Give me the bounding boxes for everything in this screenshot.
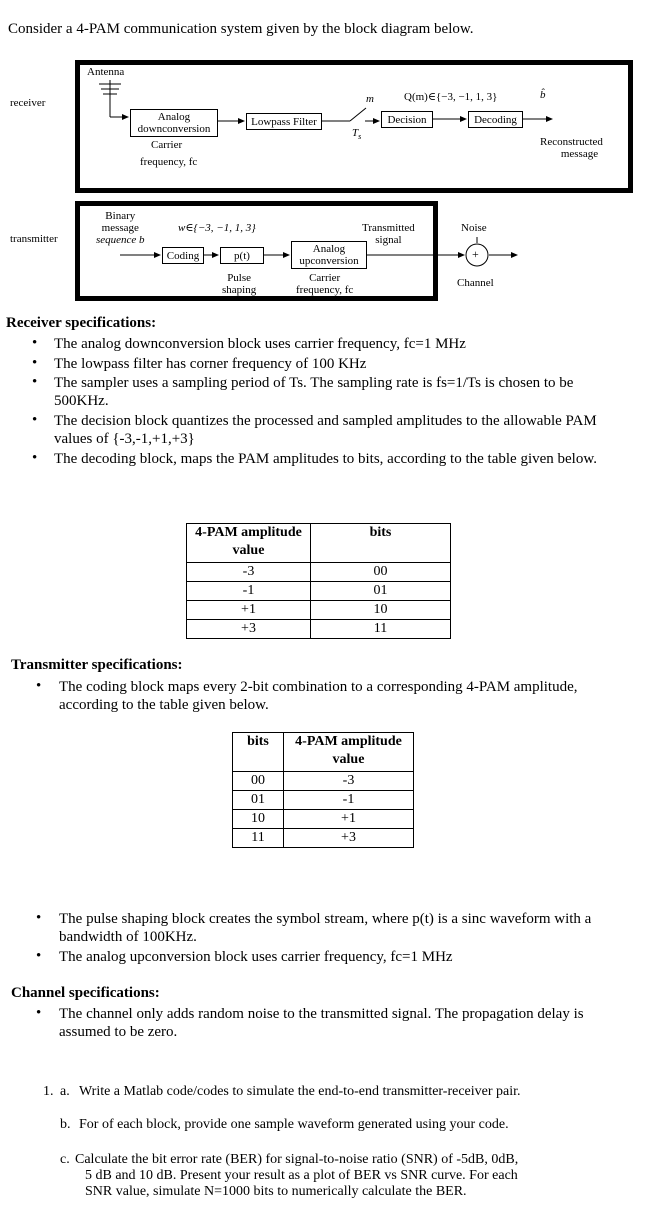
bullet-icon: •	[36, 678, 42, 694]
rx-bullet-3: The sampler uses a sampling period of Ts. The sampling rate is fs=1/Ts is chosen to be 500KHz.	[54, 375, 574, 409]
coding-block: Coding	[162, 247, 204, 264]
rx-cell: -1	[187, 582, 311, 601]
question-c-line1: Calculate the bit error rate (BER) for signal-to-noise ratio (SNR) of -5dB, 0dB,	[75, 1152, 519, 1167]
channel-spec-heading: Channel specifications:	[11, 985, 160, 1001]
analog-upconversion-block	[291, 241, 367, 269]
tx-bullet-1: The coding block maps every 2-bit combination to a corresponding 4-PAM amplitude, according to the table given below.	[59, 679, 578, 713]
sampler-ts-sub: s	[358, 132, 362, 142]
analog-down-line2: downconversion	[137, 123, 211, 135]
lowpass-filter-block: Lowpass Filter	[246, 113, 322, 130]
rx-col1-header: 4-PAM amplitude value	[187, 524, 311, 563]
pulse-shaping-block: p(t)	[220, 247, 264, 264]
question-b-text: For of each block, provide one sample waveform generated using your code.	[79, 1117, 509, 1132]
analog-up-line1: Analog	[312, 243, 346, 255]
rx-carrier-line2: frequency, fc	[140, 156, 198, 168]
tx-col1-header: bits	[233, 733, 284, 772]
question-b-label: b.	[60, 1117, 71, 1132]
pulse-line2: shaping	[222, 284, 257, 296]
rx-bullet-4: The decision block quantizes the processed and sampled amplitudes to the allowable PAM values of {-3,-1,+1,+3}	[54, 413, 597, 447]
decoding-block: Decoding	[468, 111, 523, 128]
binary-line1: Binary	[105, 210, 136, 222]
bullet-icon: •	[36, 948, 42, 964]
pulse-shaping-label	[222, 272, 256, 296]
analog-downconversion-block	[130, 109, 218, 137]
sampler-ts-label	[352, 127, 361, 143]
tx-cell: 10	[233, 810, 284, 829]
transmitter-spec-heading: Transmitter specifications:	[11, 657, 183, 673]
receiver-spec-heading: Receiver specifications:	[6, 315, 157, 331]
intro-text: Consider a 4-PAM communication system given by the block diagram below.	[8, 21, 474, 37]
tx-carrier-label	[296, 272, 353, 296]
question-a-text: Write a Matlab code/codes to simulate the end-to-end transmitter-receiver pair.	[79, 1084, 521, 1099]
analog-up-line2: upconversion	[299, 255, 359, 267]
rx-cell: +1	[187, 601, 311, 620]
decision-block: Decision	[381, 111, 433, 128]
question-number: 1.	[43, 1084, 54, 1099]
table-header-row	[233, 733, 414, 772]
channel-bullet-1: The channel only adds random noise to the transmitted signal. The propagation delay is assumed to be zero.	[59, 1006, 584, 1040]
transmitted-signal-label	[362, 222, 415, 246]
sampler-ts: T	[352, 127, 359, 139]
table-row	[233, 791, 414, 810]
antenna-label: Antenna	[87, 66, 125, 78]
antenna-icon	[99, 80, 128, 117]
table-header-row	[187, 524, 451, 563]
bullet-icon: •	[32, 335, 38, 351]
tx-cell: +3	[284, 829, 414, 848]
tx-cell: -1	[284, 791, 414, 810]
b-hat-label: b̂	[540, 89, 546, 101]
table-row	[233, 829, 414, 848]
pulse-line1: Pulse	[227, 272, 252, 284]
bullet-icon: •	[36, 1005, 42, 1021]
binary-line2: message	[101, 222, 139, 234]
tx-carrier-line2: frequency, fc	[296, 284, 354, 296]
sampler-switch-icon	[350, 108, 379, 121]
sampler-m-label: m	[366, 93, 374, 105]
question-c-label: c.	[60, 1152, 70, 1167]
rx-carrier-line1: Carrier	[151, 139, 183, 151]
reconstructed-line1: Reconstructed	[540, 136, 603, 148]
analog-down-line1: Analog	[157, 111, 191, 123]
tx-cell: 11	[233, 829, 284, 848]
rx-cell: -3	[187, 563, 311, 582]
bullet-icon: •	[32, 355, 38, 371]
transmitted-line1: Transmitted	[362, 222, 415, 234]
rx-bullet-2: The lowpass filter has corner frequency of 100 KHz	[54, 356, 367, 372]
rx-cell: 01	[311, 582, 451, 601]
tx-cell: 01	[233, 791, 284, 810]
table-row	[187, 601, 451, 620]
binary-line3: sequence b	[96, 234, 145, 246]
question-a-label: a.	[60, 1084, 70, 1099]
table-row	[233, 810, 414, 829]
reconstructed-line2: message	[560, 148, 599, 160]
rx-bullet-1: The analog downconversion block uses carrier frequency, fc=1 MHz	[54, 336, 466, 352]
receiver-label: receiver	[10, 97, 46, 109]
bullet-icon: •	[32, 412, 38, 428]
plus-icon: +	[472, 247, 479, 261]
quantizer-set-label: Q(m)∈{−3, −1, 1, 3}	[404, 91, 498, 103]
bullet-icon: •	[32, 374, 38, 390]
tx-cell: -3	[284, 772, 414, 791]
tx-bullet-3: The analog upconversion block uses carrier frequency, fc=1 MHz	[59, 949, 453, 965]
rx-cell: +3	[187, 620, 311, 639]
transmitter-label: transmitter	[10, 233, 58, 245]
table-row	[187, 620, 451, 639]
rx-cell: 11	[311, 620, 451, 639]
question-c-line2: 5 dB and 10 dB. Present your result as a plot of BER vs SNR curve. For each	[85, 1168, 518, 1183]
rx-cell: 00	[311, 563, 451, 582]
table-row	[187, 563, 451, 582]
reconstructed-message-label	[540, 136, 603, 160]
rx-cell: 10	[311, 601, 451, 620]
question-c-line3: SNR value, simulate N=1000 bits to numerically calculate the BER.	[85, 1184, 467, 1199]
transmitted-line2: signal	[375, 234, 402, 246]
rx-mapping-table	[186, 523, 451, 639]
tx-set-label: w∈{−3, −1, 1, 3}	[178, 222, 256, 234]
noise-label: Noise	[461, 222, 487, 234]
binary-message-label	[96, 210, 145, 246]
tx-mapping-table	[232, 732, 414, 848]
tx-col2-header: 4-PAM amplitude value	[284, 733, 414, 772]
bullet-icon: •	[36, 910, 42, 926]
rx-col2-header: bits	[311, 524, 451, 563]
channel-label: Channel	[457, 277, 494, 289]
tx-bullet-2: The pulse shaping block creates the symbol stream, where p(t) is a sinc waveform with a bandwidth of 100KHz.	[59, 911, 592, 945]
table-row	[187, 582, 451, 601]
table-row	[233, 772, 414, 791]
rx-bullet-5: The decoding block, maps the PAM amplitudes to bits, according to the table given below.	[54, 451, 597, 467]
tx-carrier-line1: Carrier	[309, 272, 341, 284]
tx-cell: 00	[233, 772, 284, 791]
tx-cell: +1	[284, 810, 414, 829]
bullet-icon: •	[32, 450, 38, 466]
